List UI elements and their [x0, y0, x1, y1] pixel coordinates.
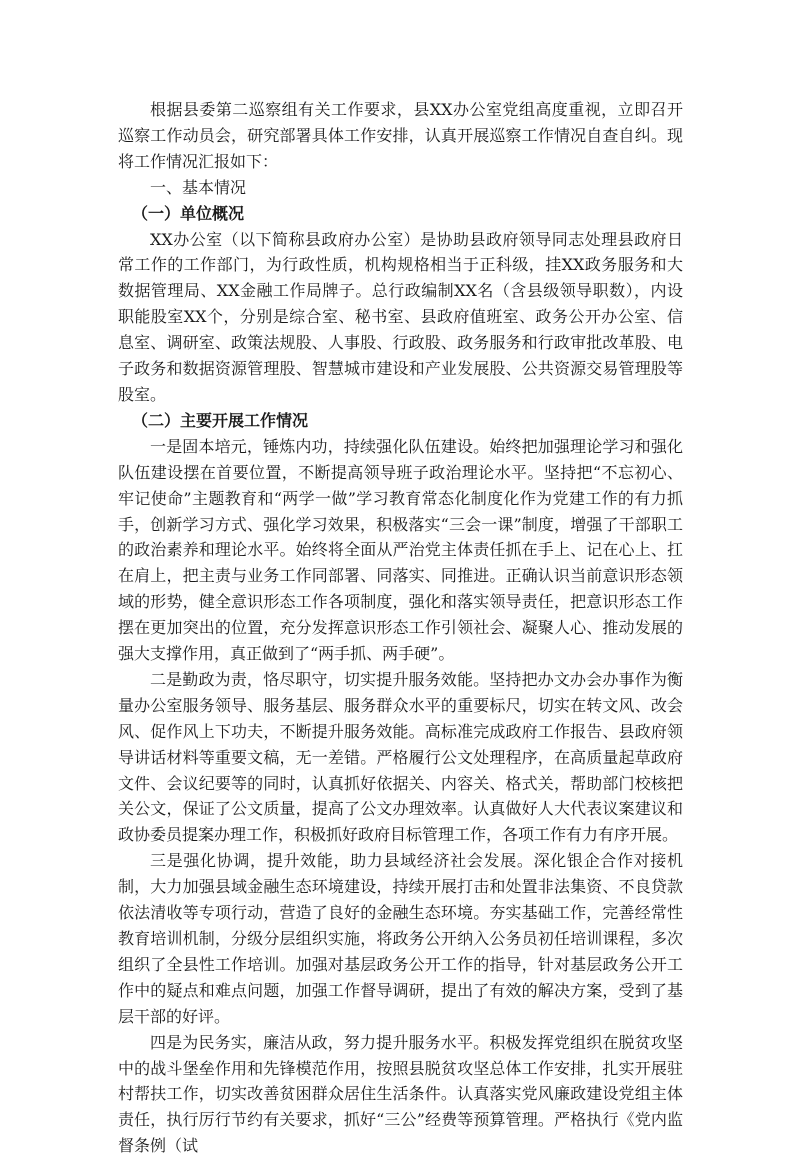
- work-paragraph-4: 四是为民务实，廉洁从政，努力提升服务水平。积极发挥党组织在脱贫攻坚中的战斗堡垒作用和先锋模范作用，按照县脱贫攻坚总体工作安排，扎实开展驻村帮扶工作，切实改善贫困群众居住生活条件。认真落实党风廉政建设党组主体责任，执行厉行节约有关要求，抓好“三公”经费等预算管理。严格执行《党内监督条例（试: [118, 1032, 683, 1156]
- intro-paragraph: 根据县委第二巡察组有关工作要求，县XX办公室党组高度重视，立即召开巡察工作动员会，研究部署具体工作安排，认真开展巡察工作情况自查自纠。现将工作情况汇报如下：: [118, 100, 683, 171]
- subheading-main-work: （二）主要开展工作情况: [132, 410, 309, 430]
- work-paragraph-1: 一是固本培元，锤炼内功，持续强化队伍建设。始终把加强理论学习和强化队伍建设摆在首要位置，不断提高领导班子政治理论水平。坚持把“不忘初心、牢记使命”主题教育和“两学一做”学习教育常态化制度化作为党建工作的有力抓手，创新学习方式、强化学习效果，积极落实“三会一课”制度，增强了干部职工的政治素养和理论水平。始终将全面从严治党主体责任抓在手上、记在心上、扛在肩上，把主责与业务工作同部署、同落实、同推进。正确认识当前意识形态领域的形势，健全意识形态工作各项制度，强化和落实领导责任，把意识形态工作摆在更加突出的位置，充分发挥意识形态工作引领社会、凝聚人心、推动发展的强大支撑作用，真正做到了“两手抓、两手硬”。: [118, 436, 683, 664]
- document-page: [118, 97, 683, 1159]
- work-paragraph-3: 三是强化协调，提升效能，助力县域经济社会发展。深化银企合作对接机制，大力加强县域金融生态环境建设，持续开展打击和处置非法集资、不良贷款依法清收等专项行动，营造了良好的金融生态环境。夯实基础工作，完善经常性教育培训机制，分级分层组织实施，将政务公开纳入公务员初任培训课程，多次组织了全县性工作培训。加强对基层政务公开工作的指导，针对基层政务公开工作中的疑点和难点问题，加强工作督导调研，提出了有效的解决方案，受到了基层干部的好评。: [118, 851, 683, 1026]
- subheading-unit-overview: （一）单位概况: [132, 203, 245, 223]
- work-paragraph-2: 二是勤政为责，恪尽职守，切实提升服务效能。坚持把办文办会办事作为衡量办公室服务领导、服务基层、服务群众水平的重要标尺，切实在转文风、改会风、促作风上下功夫，不断提升服务效能。高标准完成政府工作报告、县政府领导讲话材料等重要文稿，无一差错。严格履行公文处理程序，在高质量起草政府文件、会议纪要等的同时，认真抓好依据关、内容关、格式关，帮助部门校核把关公文，保证了公文质量，提高了公文办理效率。认真做好人大代表议案建议和政协委员提案办理工作，积极抓好政府目标管理工作，各项工作有力有序开展。: [118, 669, 683, 845]
- unit-overview-paragraph: XX办公室（以下简称县政府办公室）是协助县政府领导同志处理县政府日常工作的工作部门，为行政性质，机构规格相当于正科级，挂XX政务服务和大数据管理局、XX金融工作局牌子。总行政编制XX名（含县级领导职数），内设职能股室XX个，分别是综合室、秘书室、县政府值班室、政务公开办公室、信息室、调研室、政策法规股、人事股、行政股、政务服务和行政审批改革股、电子政务和数据资源管理股、智慧城市建设和产业发展股、公共资源交易管理股等股室。: [118, 229, 683, 404]
- section-heading-basic-situation: 一、基本情况: [150, 177, 247, 197]
